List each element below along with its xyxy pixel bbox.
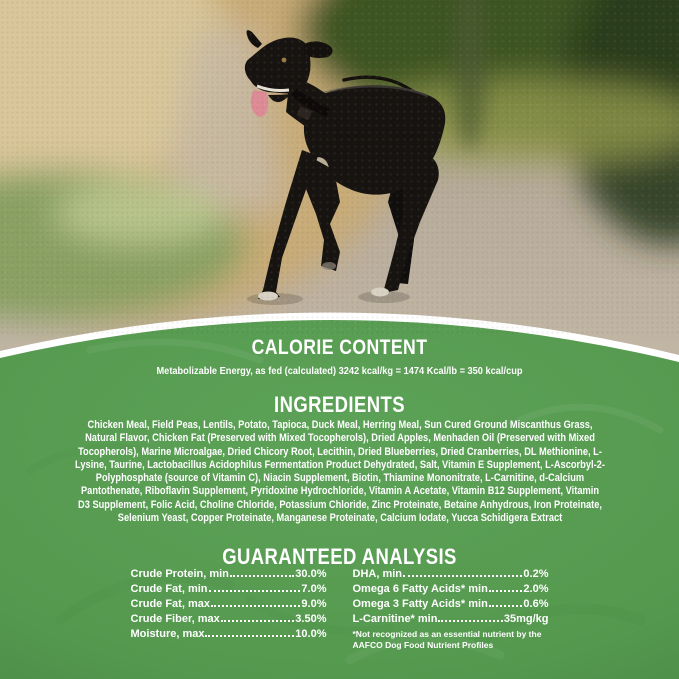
analysis-value: 2.0% xyxy=(523,583,549,595)
guaranteed-analysis-table xyxy=(131,567,549,650)
guaranteed-analysis-title: GUARANTEED ANALYSIS xyxy=(222,544,457,569)
analysis-row xyxy=(353,612,549,627)
analysis-value: 0.6% xyxy=(523,598,549,610)
ingredients-list: Chicken Meal, Field Peas, Lentils, Potato, Tapioca, Duck Meal, Herring Meal, Sun Cured Ground Miscanthus Grass, Natural Flavor, Chicken Fat (Preserved with Mixed Tocopherols), Dried Apples, Menhaden Oil (Preserved with Mixed Tocopherols), Marine Microalgae, Dried Chicory Root, Lecithin, Dried Blueberries, Dried Cranberries, DL Methionine, L-Lysine, Taurine, Lactobacillus Acidophilus Fermentation Product Dehydrated, Salt, Vitamin E Supplement, L-Ascorbyl-2-Polyphosphate (source of Vitamin C), Niacin Supplement, Biotin, Thiamine Mononitrate, L-Carnitine, d-Calcium Pantothenate, Riboflavin Supplement, Pyridoxine Hydrochloride, Vitamin A Acetate, Vitamin B12 Supplement, Vitamin D3 Supplement, Folic Acid, Choline Chloride, Potassium Chloride, Zinc Proteinate, Betaine Anhydrous, Iron Proteinate, Selenium Yeast, Copper Proteinate, Manganese Proteinate, Calcium Iodate, Yucca Schidigera Extract xyxy=(74,419,605,525)
analysis-label: Omega 6 Fatty Acids* min xyxy=(352,583,488,595)
dotted-leader xyxy=(209,590,301,592)
dotted-leader xyxy=(211,605,300,607)
analysis-label: L-Carnitine* min xyxy=(352,613,438,625)
analysis-row xyxy=(353,582,549,597)
ingredients-title: INGREDIENTS xyxy=(274,392,405,417)
dotted-leader xyxy=(221,620,295,622)
analysis-value: 7.0% xyxy=(301,583,327,595)
analysis-row xyxy=(353,597,549,612)
analysis-left-column xyxy=(131,567,327,650)
dotted-leader xyxy=(489,605,523,607)
analysis-value: 35mg/kg xyxy=(503,613,549,625)
analysis-label: Omega 3 Fatty Acids* min xyxy=(352,598,488,610)
calorie-content-value: Metabolizable Energy, as fed (calculated) 3242 kcal/kg = 1474 Kcal/lb = 350 kcal/cup xyxy=(156,365,523,377)
analysis-row xyxy=(131,612,327,627)
analysis-value: 30.0% xyxy=(295,568,327,580)
dotted-leader xyxy=(230,575,294,577)
analysis-row xyxy=(131,582,327,597)
analysis-label: Moisture, max xyxy=(130,628,205,640)
analysis-value: 9.0% xyxy=(301,598,327,610)
aafco-footnote: *Not recognized as an essential nutrient by the AAFCO Dog Food Nutrient Profiles xyxy=(352,629,542,650)
analysis-right-column xyxy=(353,567,549,650)
dotted-leader xyxy=(403,575,522,577)
analysis-row xyxy=(131,627,327,642)
analysis-row xyxy=(353,567,549,582)
calorie-content-title: CALORIE CONTENT xyxy=(251,336,428,359)
analysis-label: Crude Fiber, max xyxy=(130,613,220,625)
analysis-label: DHA, min xyxy=(352,568,402,580)
analysis-value: 10.0% xyxy=(295,628,327,640)
dotted-leader xyxy=(489,590,523,592)
analysis-row xyxy=(131,597,327,612)
analysis-value: 3.50% xyxy=(295,613,327,625)
analysis-row xyxy=(131,567,327,582)
analysis-value: 0.2% xyxy=(523,568,549,580)
dotted-leader xyxy=(205,635,294,637)
dotted-leader xyxy=(438,620,502,622)
analysis-label: Crude Fat, max xyxy=(130,598,210,610)
analysis-label: Crude Protein, min xyxy=(130,568,229,580)
analysis-label: Crude Fat, min xyxy=(130,583,208,595)
